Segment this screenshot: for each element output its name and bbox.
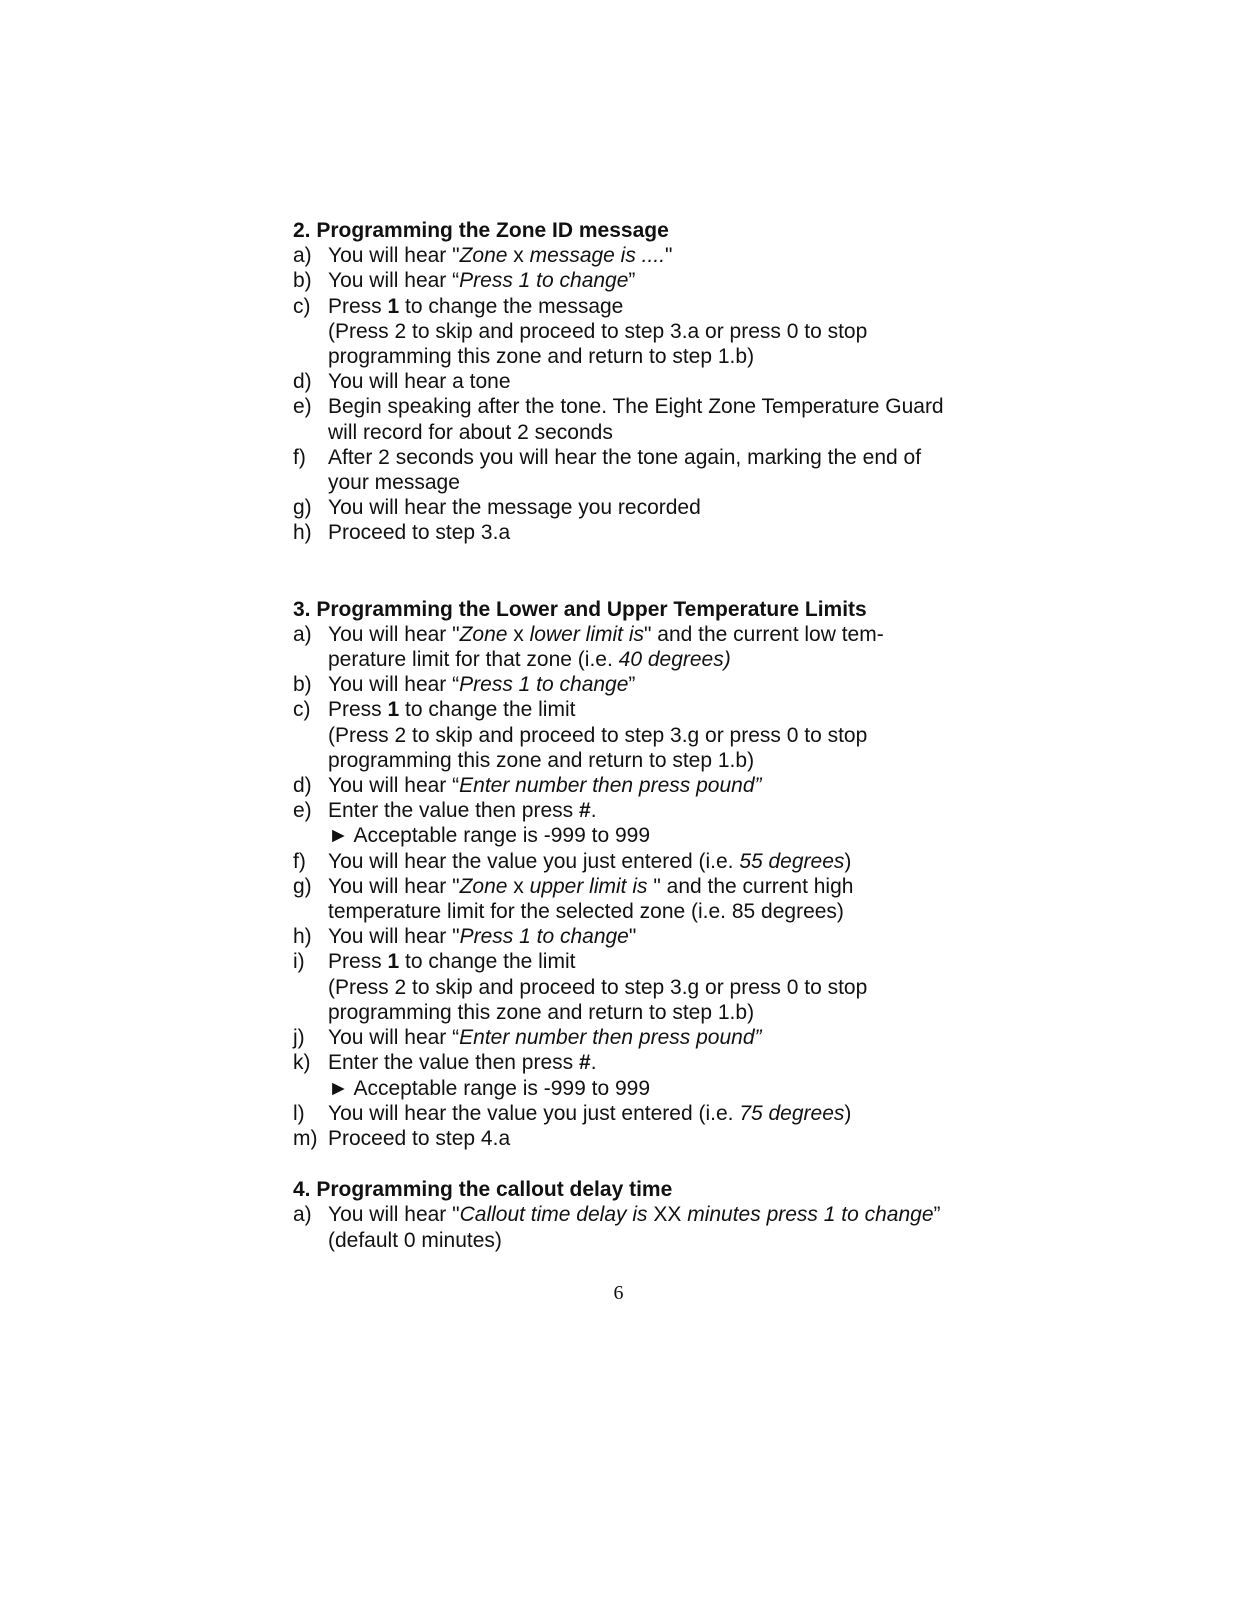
item-label: c) bbox=[293, 294, 311, 318]
text-segment: After 2 seconds you will hear the tone again, marking the end of your message bbox=[328, 445, 922, 495]
item-label: h) bbox=[293, 925, 312, 949]
section bbox=[293, 597, 953, 1151]
item-label: g) bbox=[293, 496, 312, 520]
text-segment: minutes press 1 to change bbox=[687, 1203, 934, 1227]
text-segment: You will hear " bbox=[328, 925, 460, 949]
item-label: a) bbox=[293, 622, 312, 646]
item-label: h) bbox=[293, 521, 312, 545]
text-segment: Press bbox=[328, 294, 388, 318]
item-text bbox=[328, 369, 953, 394]
item-label: a) bbox=[293, 244, 312, 268]
text-segment: Callout time delay is bbox=[459, 1203, 648, 1227]
item-text bbox=[328, 243, 953, 268]
text-segment: x bbox=[507, 622, 530, 646]
section-heading: 2. Programming the Zone ID message bbox=[293, 219, 669, 242]
text-segment: You will hear the value you just entered (i.e. bbox=[328, 1101, 740, 1125]
text-segment: to change the message bbox=[399, 294, 624, 318]
text-segment: " and the current low tem-perature limit for that zone (i.e. bbox=[328, 622, 884, 672]
text-segment: # bbox=[579, 1051, 591, 1075]
item-text bbox=[328, 1025, 953, 1050]
item-text bbox=[328, 445, 953, 495]
item-text bbox=[328, 949, 953, 1025]
text-segment: x bbox=[507, 244, 530, 268]
text-segment: . bbox=[590, 1051, 597, 1075]
text-segment: You will hear " bbox=[328, 622, 460, 646]
list-item bbox=[293, 849, 953, 874]
text-segment: to change the limit bbox=[399, 698, 576, 722]
text-segment: Press bbox=[328, 950, 388, 974]
text-segment: Begin speaking after the tone. The Eight Zone Temperature Guard will record for about 2 seconds bbox=[328, 395, 944, 444]
list-item bbox=[293, 773, 953, 798]
section-heading: 3. Programming the Lower and Upper Temperature Limits bbox=[293, 597, 867, 621]
list-item bbox=[293, 1101, 953, 1126]
text-segment: You will hear " bbox=[328, 244, 460, 268]
item-label: b) bbox=[293, 269, 312, 293]
text-segment: " bbox=[628, 925, 637, 949]
text-segment: Zone bbox=[459, 874, 508, 898]
list-item bbox=[293, 268, 953, 293]
item-text bbox=[328, 874, 953, 924]
item-label: e) bbox=[293, 395, 312, 419]
text-segment: Enter the value then press bbox=[328, 799, 579, 823]
list-item bbox=[293, 622, 953, 672]
item-label: d) bbox=[293, 370, 312, 394]
text-segment: to change the limit bbox=[399, 950, 576, 974]
text-segment: Enter the value then press bbox=[328, 1051, 579, 1075]
item-note: ► Acceptable range is -999 to 999 bbox=[328, 824, 650, 848]
text-segment: Enter number then press pound” bbox=[459, 1026, 762, 1050]
item-note: (Press 2 to skip and proceed to step 3.a or press 0 to stop programming this zone and return to step 1.b) bbox=[328, 319, 868, 369]
text-segment: Press 1 to change bbox=[459, 269, 629, 293]
text-segment: Press 1 to change bbox=[459, 925, 629, 949]
list-item bbox=[293, 949, 953, 1025]
item-text bbox=[328, 1126, 953, 1151]
text-segment: upper limit is bbox=[529, 874, 648, 898]
item-note: (Press 2 to skip and proceed to step 3.g or press 0 to stop programming this zone and return to step 1.b) bbox=[328, 723, 868, 772]
item-label: a) bbox=[293, 1203, 312, 1227]
item-text bbox=[328, 798, 953, 848]
item-text bbox=[328, 495, 953, 520]
item-label: l) bbox=[293, 1101, 305, 1125]
text-segment: 1 bbox=[387, 294, 400, 318]
item-label: i) bbox=[293, 950, 305, 974]
item-text bbox=[328, 849, 953, 874]
text-segment: XX bbox=[647, 1203, 688, 1227]
list-item bbox=[293, 520, 953, 545]
item-note: (Press 2 to skip and proceed to step 3.g or press 0 to stop programming this zone and return to step 1.b) bbox=[328, 975, 868, 1024]
text-segment: message is .... bbox=[529, 244, 666, 268]
text-segment: Enter number then press pound” bbox=[459, 774, 762, 798]
item-text bbox=[328, 520, 953, 545]
text-segment: 40 degrees) bbox=[618, 648, 731, 672]
text-segment: ” bbox=[628, 269, 636, 293]
text-segment: 1 bbox=[387, 950, 400, 974]
section bbox=[293, 1177, 953, 1253]
text-segment: You will hear “ bbox=[328, 673, 460, 697]
text-segment: ) bbox=[844, 1101, 852, 1125]
list-item bbox=[293, 369, 953, 394]
page-number: 6 bbox=[613, 1282, 624, 1304]
text-segment: ” (default 0 minutes) bbox=[328, 1203, 941, 1252]
text-segment: You will hear " bbox=[328, 1203, 460, 1227]
section-heading: 4. Programming the callout delay time bbox=[293, 1178, 673, 1202]
text-segment: . bbox=[590, 799, 597, 823]
text-segment: 55 degrees bbox=[739, 849, 845, 873]
text-segment: You will hear the message you recorded bbox=[328, 496, 701, 520]
list-item bbox=[293, 924, 953, 949]
text-segment: You will hear “ bbox=[328, 1026, 460, 1050]
text-segment: ) bbox=[844, 849, 852, 873]
item-text bbox=[328, 394, 953, 444]
item-text bbox=[328, 1202, 953, 1252]
text-segment: x bbox=[507, 874, 530, 898]
item-text bbox=[328, 1101, 953, 1126]
text-segment: lower limit is bbox=[529, 622, 644, 646]
text-segment: Press 1 to change bbox=[459, 673, 629, 697]
text-segment: Zone bbox=[459, 622, 508, 646]
item-label: j) bbox=[293, 1026, 305, 1050]
list-item bbox=[293, 874, 953, 924]
list-item bbox=[293, 394, 953, 444]
section bbox=[293, 218, 953, 546]
text-segment: Proceed to step 3.a bbox=[328, 521, 511, 545]
list-item bbox=[293, 697, 953, 773]
item-label: f) bbox=[293, 849, 306, 873]
list-item bbox=[293, 445, 953, 495]
text-segment: You will hear “ bbox=[328, 269, 460, 293]
text-segment: " and the current high temperature limit for the selected zone (i.e. 85 degrees) bbox=[328, 874, 854, 924]
item-text bbox=[328, 268, 953, 293]
text-segment: Proceed to step 4.a bbox=[328, 1126, 511, 1150]
item-text bbox=[328, 622, 953, 672]
text-segment: Press bbox=[328, 698, 388, 722]
list-item bbox=[293, 1202, 953, 1252]
item-label: k) bbox=[293, 1051, 311, 1075]
item-text bbox=[328, 1050, 953, 1100]
text-segment: You will hear a tone bbox=[328, 370, 511, 394]
item-label: g) bbox=[293, 874, 312, 898]
item-label: f) bbox=[293, 445, 306, 469]
text-segment: 1 bbox=[387, 698, 400, 722]
list-item bbox=[293, 672, 953, 697]
text-segment: You will hear “ bbox=[328, 774, 460, 798]
item-text bbox=[328, 697, 953, 773]
text-segment: 75 degrees bbox=[739, 1101, 845, 1125]
item-label: e) bbox=[293, 799, 312, 823]
item-text bbox=[328, 924, 953, 949]
item-text bbox=[328, 294, 953, 370]
list-item bbox=[293, 1126, 953, 1151]
item-label: d) bbox=[293, 774, 312, 798]
list-item bbox=[293, 495, 953, 520]
list-item bbox=[293, 1050, 953, 1100]
item-note: ► Acceptable range is -999 to 999 bbox=[328, 1076, 650, 1100]
document-body bbox=[293, 218, 953, 1253]
item-label: b) bbox=[293, 673, 312, 697]
list-item bbox=[293, 798, 953, 848]
item-label: m) bbox=[293, 1126, 318, 1150]
text-segment: ” bbox=[628, 673, 636, 697]
list-item bbox=[293, 243, 953, 268]
list-item bbox=[293, 294, 953, 370]
list-item bbox=[293, 1025, 953, 1050]
item-text bbox=[328, 773, 953, 798]
text-segment: Zone bbox=[459, 244, 508, 268]
text-segment: You will hear " bbox=[328, 874, 460, 898]
text-segment: # bbox=[579, 799, 591, 823]
item-label: c) bbox=[293, 698, 311, 722]
text-segment: " bbox=[665, 244, 673, 268]
text-segment: You will hear the value you just entered (i.e. bbox=[328, 849, 740, 873]
item-text bbox=[328, 672, 953, 697]
